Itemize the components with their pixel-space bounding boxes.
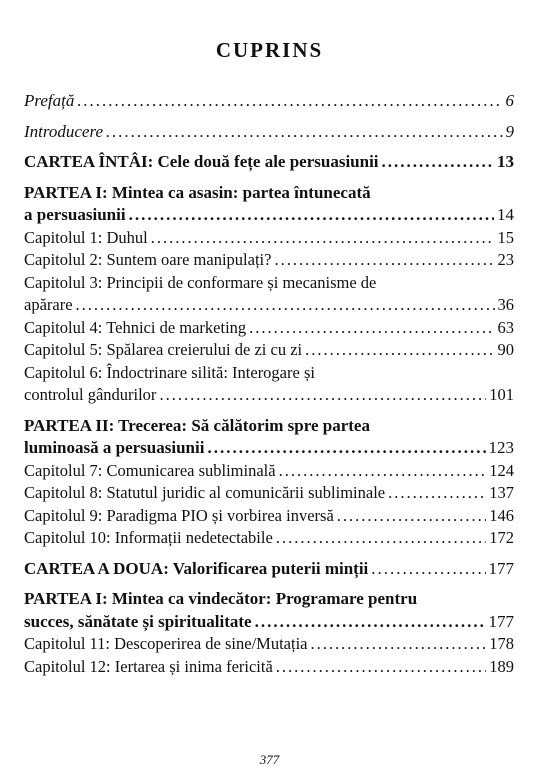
toc-entry-capitolul-12 xyxy=(24,656,514,679)
leader-dots xyxy=(255,611,486,634)
toc-entry-label: Capitolul 7: Comunicarea subliminală xyxy=(24,460,276,480)
toc-entry-page: 36 xyxy=(497,295,514,314)
toc-entry-label: Capitolul 10: Informații nedetectabile xyxy=(24,528,273,547)
toc-entry-label: apărare xyxy=(24,295,73,314)
toc-entry-line1: PARTEA I: Mintea ca asasin: partea întunecată xyxy=(24,182,371,202)
leader-dots xyxy=(371,558,485,581)
leader-dots xyxy=(207,437,485,460)
leader-dots xyxy=(305,339,494,362)
toc-entry-label: succes, sănătate și spiritualitate xyxy=(24,611,252,631)
toc-entry-label: controlul gândurilor xyxy=(24,385,157,404)
toc-entry-capitolul-7 xyxy=(24,460,514,483)
toc-entry-capitolul-6 xyxy=(24,362,514,407)
toc-entry-page: 13 xyxy=(497,152,514,171)
toc-entry-page: 189 xyxy=(489,656,514,676)
toc-entry-label: CARTEA A DOUA: Valorificarea puterii minții xyxy=(24,558,369,578)
toc-entry-page: 101 xyxy=(489,385,514,404)
toc-entry-page: 123 xyxy=(488,438,514,457)
leader-dots xyxy=(310,633,486,656)
toc-entry-page: 14 xyxy=(497,205,514,224)
leader-dots xyxy=(279,460,487,483)
leader-dots xyxy=(151,227,495,250)
leader-dots xyxy=(276,527,486,550)
toc-entry-partea-1 xyxy=(24,182,514,227)
toc-entry-label: Capitolul 1: Duhul xyxy=(24,227,148,247)
leader-dots xyxy=(106,121,503,144)
toc-entry-page: 178 xyxy=(489,634,514,653)
toc-entry-page: 9 xyxy=(505,121,514,141)
toc-entry-label: CARTEA ÎNTÂI: Cele două fețe ale persuasiunii xyxy=(24,152,379,171)
toc-entry-line1: PARTEA II: Trecerea: Să călătorim spre partea xyxy=(24,415,370,435)
toc-entry-capitolul-8 xyxy=(24,482,514,505)
page-number: 377 xyxy=(259,752,280,767)
toc-entry-line1: Capitolul 6: Îndoctrinare silită: Interogare și xyxy=(24,362,315,382)
toc-entry-label: Capitolul 4: Tehnici de marketing xyxy=(24,317,247,337)
toc-entry-page: 146 xyxy=(489,505,514,525)
table-of-contents xyxy=(24,90,514,678)
toc-entry-capitolul-11 xyxy=(24,633,514,656)
toc-entry-label: Capitolul 9: Paradigma PIO și vorbirea inversă xyxy=(24,505,334,525)
toc-entry-page: 15 xyxy=(497,227,514,247)
toc-entry-capitolul-1 xyxy=(24,227,514,250)
toc-entry-capitolul-2 xyxy=(24,249,514,272)
leader-dots xyxy=(274,249,494,272)
leader-dots xyxy=(388,482,486,505)
toc-entry-label: Capitolul 8: Statutul juridic al comunicării subliminale xyxy=(24,483,386,502)
toc-entry-page: 124 xyxy=(489,460,514,480)
toc-entry-page: 6 xyxy=(505,91,514,110)
toc-entry-line1: Capitolul 3: Principii de conformare și mecanisme de xyxy=(24,272,377,292)
toc-entry-partea-1-book2 xyxy=(24,588,514,633)
leader-dots xyxy=(382,151,494,174)
toc-entry-capitolul-3 xyxy=(24,272,514,317)
toc-entry-label: Prefață xyxy=(24,91,75,110)
toc-entry-page: 177 xyxy=(488,558,514,578)
toc-entry-page: 177 xyxy=(488,611,514,631)
toc-entry-label: Introducere xyxy=(24,121,103,141)
toc-entry-capitolul-10 xyxy=(24,527,514,550)
toc-entry-capitolul-5 xyxy=(24,339,514,362)
toc-entry-page: 90 xyxy=(497,340,514,359)
toc-entry-label: Capitolul 2: Suntem oare manipulați? xyxy=(24,250,272,269)
leader-dots xyxy=(159,384,486,407)
toc-entry-capitolul-4 xyxy=(24,317,514,340)
page-title: CUPRINS xyxy=(215,38,324,62)
leader-dots xyxy=(129,204,494,227)
toc-entry-cartea-intai xyxy=(24,151,514,174)
toc-entry-partea-2 xyxy=(24,415,514,460)
leader-dots xyxy=(77,90,502,113)
leader-dots xyxy=(337,505,486,528)
toc-entry-label: Capitolul 12: Iertarea și inima fericită xyxy=(24,656,273,676)
toc-entry-label: a persuasiunii xyxy=(24,205,126,224)
toc-entry-introducere xyxy=(24,121,514,144)
leader-dots xyxy=(249,317,494,340)
toc-entry-prefata xyxy=(24,90,514,113)
toc-entry-cartea-a-doua xyxy=(24,558,514,581)
leader-dots xyxy=(276,656,486,679)
toc-entry-label: Capitolul 11: Descoperirea de sine/Mutația xyxy=(24,634,308,653)
toc-entry-page: 172 xyxy=(489,528,514,547)
toc-entry-page: 23 xyxy=(497,250,514,269)
toc-entry-label: luminoasă a persuasiunii xyxy=(24,438,205,457)
toc-entry-capitolul-9 xyxy=(24,505,514,528)
toc-entry-label: Capitolul 5: Spălarea creierului de zi cu zi xyxy=(24,340,303,359)
toc-entry-page: 63 xyxy=(497,317,514,337)
toc-entry-page: 137 xyxy=(489,483,514,502)
toc-entry-line1: PARTEA I: Mintea ca vindecător: Programare pentru xyxy=(24,589,418,608)
leader-dots xyxy=(76,294,495,317)
